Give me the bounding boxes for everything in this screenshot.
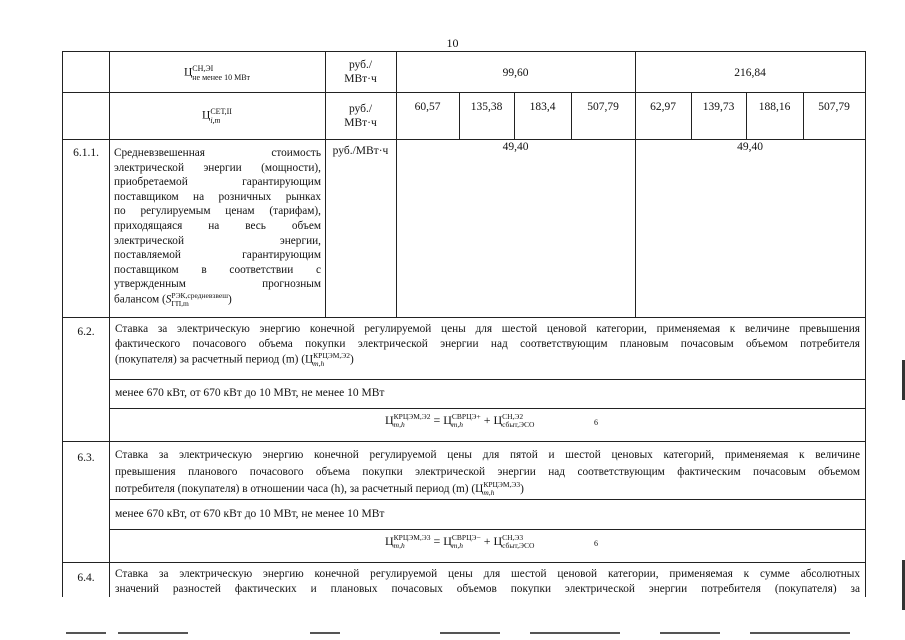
formula-eq: = Ц <box>430 413 452 427</box>
row2-value: 183,4 <box>529 101 556 113</box>
row1-symbol-sub: не менее 10 МВт <box>192 73 251 82</box>
row2-value: 62,97 <box>650 101 676 113</box>
desc-line: электрической энергии, <box>114 234 321 247</box>
row1-unit-line2: МВт·ч <box>344 73 377 85</box>
desc-line: фактического почасового объема покупки электрической энергии над соответствующим плановым почасовым объемом потребителя <box>115 338 860 350</box>
formula-sup: СВРЦЭ− <box>451 533 481 543</box>
desc-line: Ставка за электрическую энергию конечной регулируемой цены для шестой ценовой категории, применяемая к сумме абсолютных <box>115 568 860 580</box>
row1-unit-line1: руб./ <box>348 59 373 71</box>
desc-line: превышения планового почасового объема покупки электрической энергии над соответствующим фактическим почасовым объемом <box>115 466 860 478</box>
row2-value: 507,79 <box>587 101 619 113</box>
item-611-description <box>114 146 321 308</box>
desc-text: потребителя (покупателя) в отношении часа (h), за расчетный период (m) (Ц <box>115 483 484 495</box>
formula-plus: + Ц <box>480 413 503 427</box>
desc-line: Средневзвешенная стоимость <box>114 147 321 159</box>
row-divider <box>63 441 865 442</box>
desc-line: значений разностей фактических и плановых почасовых объемов покупки электрической энергии потребителя (покупателя) за <box>115 583 860 595</box>
desc-line: по регулируемым ценам (тарифам), <box>114 205 321 218</box>
page-number: 10 <box>446 36 459 50</box>
item-62-description <box>115 322 860 368</box>
col-divider <box>635 52 636 317</box>
row1-value-a: 99,60 <box>502 67 529 79</box>
formula-sup: КРЦЭМ,Э2 <box>393 412 431 422</box>
desc-suffix: ) <box>349 353 354 366</box>
formula-sub: сбыт,ЭСО <box>502 420 535 430</box>
item-63-range: менее 670 кВт, от 670 кВт до 10 МВт, не менее 10 МВт <box>115 508 385 520</box>
item-62-range: менее 670 кВт, от 670 кВт до 10 МВт, не менее 10 МВт <box>115 387 385 399</box>
scan-mark <box>440 632 500 634</box>
formula-sub: m,h <box>393 541 405 551</box>
col-divider <box>396 52 397 317</box>
scan-mark <box>530 632 620 634</box>
row1-unit <box>325 58 396 86</box>
formula-eq: = Ц <box>430 534 452 548</box>
desc-line: поставщиком на розничных рынках <box>114 190 321 203</box>
row-divider <box>63 562 865 563</box>
item-64-description <box>115 567 860 597</box>
row2-value: 135,38 <box>470 101 503 113</box>
row2-label <box>109 107 325 125</box>
col-divider <box>325 52 326 317</box>
row1-value-b: 216,84 <box>734 67 766 79</box>
footnote-marker: 6 <box>594 539 598 548</box>
formula-sup: СВРЦЭ+ <box>451 412 481 422</box>
row2-value: 60,57 <box>414 101 441 113</box>
row1-symbol: Ц <box>183 66 193 79</box>
desc-line: поставщиком в соответствии с <box>114 263 321 276</box>
desc-line-last <box>115 352 860 368</box>
symbol-sup: КРЦЭМ,Э3 <box>483 480 521 490</box>
desc-suffix: ) <box>227 293 232 306</box>
row2-value: 139,73 <box>702 101 735 113</box>
row2-symbol-sup: СЕТ,II <box>210 107 232 116</box>
balance-symbol-sub: ГП,m <box>171 298 189 308</box>
row1-symbol-sup: СН,ЭI <box>192 64 214 73</box>
formula-sup: КРЦЭМ,Э3 <box>393 533 431 543</box>
row2-symbol: Ц <box>202 109 211 122</box>
scan-mark <box>118 632 188 634</box>
row2-unit-line1: руб./ <box>348 103 373 115</box>
formula-plus: + Ц <box>480 534 503 548</box>
formula-sup: СН,Э2 <box>502 412 524 422</box>
item-62-formula <box>385 413 685 429</box>
balance-symbol: S <box>165 293 172 306</box>
item-63-description <box>115 447 860 498</box>
desc-prefix: балансом ( <box>114 293 166 306</box>
formula-sub: m,h <box>393 420 405 430</box>
item-number-62: 6.2. <box>77 326 95 338</box>
row2-symbol-sub: i,m <box>210 116 221 125</box>
col-divider <box>109 52 110 597</box>
scan-mark <box>66 632 106 634</box>
row1-label <box>109 64 325 82</box>
symbol-sub: m,h <box>483 488 495 498</box>
row-divider <box>109 499 865 500</box>
desc-text: (покупателя) за расчетный период (m) (Ц <box>115 353 314 366</box>
scan-mark <box>310 632 340 634</box>
item-63-formula <box>385 534 685 550</box>
row-divider <box>109 379 865 380</box>
scan-mark <box>660 632 720 634</box>
formula-sup: СН,Э3 <box>502 533 524 543</box>
desc-line: приобретаемой гарантирующим <box>114 176 321 189</box>
footnote-marker: 6 <box>594 418 598 427</box>
item-611-value-b: 49,40 <box>737 141 763 153</box>
item-611-unit: руб./МВт·ч <box>332 145 389 157</box>
item-number-64: 6.4. <box>77 572 95 584</box>
row2-unit <box>325 102 396 130</box>
desc-line-last <box>114 292 321 308</box>
row2-unit-line2: МВт·ч <box>344 117 377 129</box>
symbol-sup: КРЦЭМ,Э2 <box>313 351 350 360</box>
formula-lhs: Ц <box>385 413 394 427</box>
desc-suffix: ) <box>520 483 524 495</box>
balance-symbol-sup: РЭК,средневзвеш <box>171 290 228 300</box>
row-divider <box>63 92 865 93</box>
row2-value: 507,79 <box>818 101 850 113</box>
scan-artifact-strip <box>60 632 870 635</box>
desc-line: приходящаяся на весь объем <box>114 219 321 232</box>
desc-line: Ставка за электрическую энергию конечной регулируемой цены для пятой и шестой ценовых категорий, применяемая к величине <box>115 449 860 461</box>
item-number-63: 6.3. <box>77 452 95 464</box>
formula-sub: сбыт,ЭСО <box>502 541 535 551</box>
formula-sub: m,h <box>451 420 463 430</box>
scan-mark <box>750 632 850 634</box>
formula-sub: m,h <box>451 541 463 551</box>
desc-line: электрической энергии (мощности), <box>114 161 321 174</box>
formula-lhs: Ц <box>385 534 394 548</box>
desc-line: утвержденным прогнозным <box>114 278 321 291</box>
item-number-611: 6.1.1. <box>73 147 99 159</box>
symbol-sub: m,h <box>313 359 325 368</box>
desc-line-last <box>115 481 860 498</box>
desc-line: поставляемой гарантирующим <box>114 249 321 262</box>
row-divider <box>109 529 865 530</box>
row2-value: 188,16 <box>758 101 791 113</box>
item-611-value-a: 49,40 <box>502 141 529 153</box>
row-divider <box>63 317 865 318</box>
row-divider <box>109 408 865 409</box>
tariff-table <box>62 51 866 597</box>
desc-line: Ставка за электрическую энергию конечной регулируемой цены для шестой ценовой категории, применяемая к величине превышения <box>115 323 860 335</box>
